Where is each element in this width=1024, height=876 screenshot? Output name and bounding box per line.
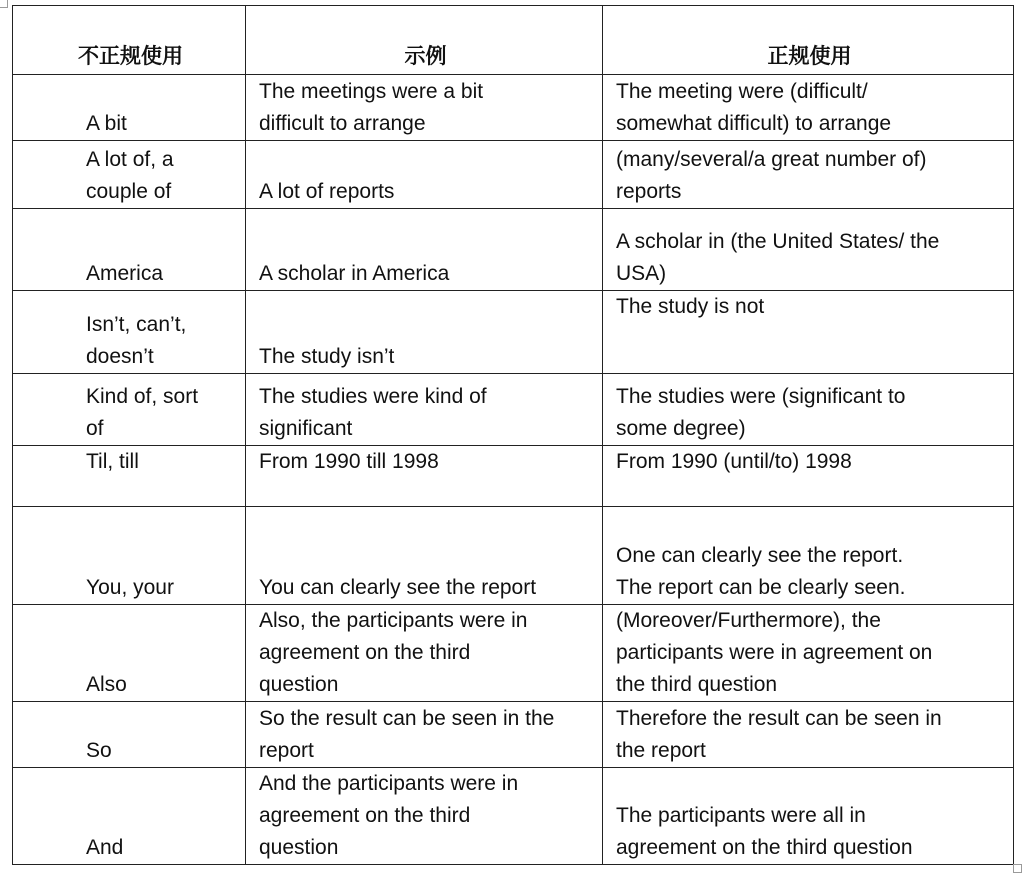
usage-comparison-table [12, 5, 1014, 865]
formal-usage-cell [603, 605, 1014, 702]
cell-text-line: A bit [86, 112, 127, 135]
informal-usage-cell [13, 446, 246, 507]
example-cell [246, 768, 603, 865]
formal-usage-cell [603, 75, 1014, 141]
informal-usage-cell [13, 141, 246, 209]
cell-text-line: The study is not [616, 295, 765, 318]
table-row [13, 768, 1014, 865]
informal-usage-cell [13, 768, 246, 865]
cell-text-line: From 1990 (until/to) 1998 [616, 450, 852, 473]
cell-text-line: And the participants were in [259, 772, 519, 795]
cell-text-line: reports [616, 180, 682, 203]
cell-text-line: The meeting were (difficult/ [616, 80, 868, 103]
cell-text-line: And [86, 836, 124, 859]
example-cell [246, 507, 603, 605]
formal-usage-cell [603, 141, 1014, 209]
cell-text-line: Kind of, sort [86, 385, 199, 408]
cell-text-line: The study isn’t [259, 345, 395, 368]
cell-text-line: You, your [86, 576, 174, 599]
cell-text-line: participants were in agreement on [616, 641, 933, 664]
formal-usage-cell [603, 507, 1014, 605]
cell-text-line: of [86, 417, 104, 440]
cell-text-line: A lot of reports [259, 180, 395, 203]
cell-text-line: (many/several/a great number of) [616, 148, 927, 171]
example-cell [246, 209, 603, 291]
cell-text-line: the third question [616, 673, 778, 696]
table-row [13, 374, 1014, 446]
example-cell [246, 702, 603, 768]
cell-text-line: agreement on the third [259, 804, 471, 827]
cell-text-line: question [259, 673, 339, 696]
table-row [13, 75, 1014, 141]
table-row [13, 702, 1014, 768]
cell-text-line: A lot of, a [86, 148, 174, 171]
resize-handle[interactable] [1013, 864, 1022, 873]
cell-text-line: So the result can be seen in the [259, 707, 555, 730]
cell-text-line: Also [86, 673, 127, 696]
cell-text-line: couple of [86, 180, 172, 203]
cell-text-line: the report [616, 739, 706, 762]
header-formal-usage: 正规使用 [603, 6, 1014, 75]
cell-text-line: You can clearly see the report [259, 576, 537, 599]
informal-usage-cell [13, 209, 246, 291]
informal-usage-cell [13, 374, 246, 446]
header-example: 示例 [246, 6, 603, 75]
cell-text-line: A scholar in (the United States/ the [616, 230, 940, 253]
cell-text-line: doesn’t [86, 345, 154, 368]
formal-usage-cell [603, 374, 1014, 446]
cell-text-line: From 1990 till 1998 [259, 450, 439, 473]
example-cell [246, 75, 603, 141]
cell-text-line: (Moreover/Furthermore), the [616, 609, 881, 632]
cell-text-line: Isn’t, can’t, [86, 313, 187, 336]
formal-usage-cell [603, 446, 1014, 507]
table-row [13, 507, 1014, 605]
table-row [13, 141, 1014, 209]
cell-text-line: The report can be clearly seen. [616, 576, 906, 599]
cell-text-line: Therefore the result can be seen in [616, 707, 942, 730]
formal-usage-cell [603, 768, 1014, 865]
example-cell [246, 374, 603, 446]
cell-text-line: America [86, 262, 164, 285]
cell-text-line: Til, till [86, 450, 139, 473]
cell-text-line: So [86, 739, 112, 762]
table-row [13, 446, 1014, 507]
header-informal-usage: 不正规使用 [13, 6, 246, 75]
cell-text-line: Also, the participants were in [259, 609, 528, 632]
example-cell [246, 446, 603, 507]
cell-text-line: The meetings were a bit [259, 80, 484, 103]
crop-mark-top-left [0, 0, 8, 8]
table-row [13, 605, 1014, 702]
cell-text-line: question [259, 836, 339, 859]
cell-text-line: The participants were all in [616, 804, 866, 827]
table-row [13, 291, 1014, 374]
informal-usage-cell [13, 75, 246, 141]
formal-usage-cell [603, 209, 1014, 291]
informal-usage-cell [13, 507, 246, 605]
cell-text-line: agreement on the third [259, 641, 471, 664]
example-cell [246, 291, 603, 374]
cell-text-line: difficult to arrange [259, 112, 426, 135]
informal-usage-cell [13, 702, 246, 768]
cell-text-line: The studies were kind of [259, 385, 487, 408]
cell-text-line: The studies were (significant to [616, 385, 906, 408]
cell-text-line: somewhat difficult) to arrange [616, 112, 892, 135]
table-body [13, 75, 1014, 865]
formal-usage-cell [603, 702, 1014, 768]
cell-text-line: One can clearly see the report. [616, 544, 904, 567]
cell-text-line: agreement on the third question [616, 836, 913, 859]
informal-usage-cell [13, 605, 246, 702]
table-header-row [13, 6, 1014, 75]
example-cell [246, 141, 603, 209]
example-cell [246, 605, 603, 702]
cell-text-line: USA) [616, 262, 667, 285]
formal-usage-cell [603, 291, 1014, 374]
cell-text-line: report [259, 739, 314, 762]
informal-usage-cell [13, 291, 246, 374]
cell-text-line: significant [259, 417, 353, 440]
table-row [13, 209, 1014, 291]
cell-text-line: some degree) [616, 417, 746, 440]
cell-text-line: A scholar in America [259, 262, 450, 285]
